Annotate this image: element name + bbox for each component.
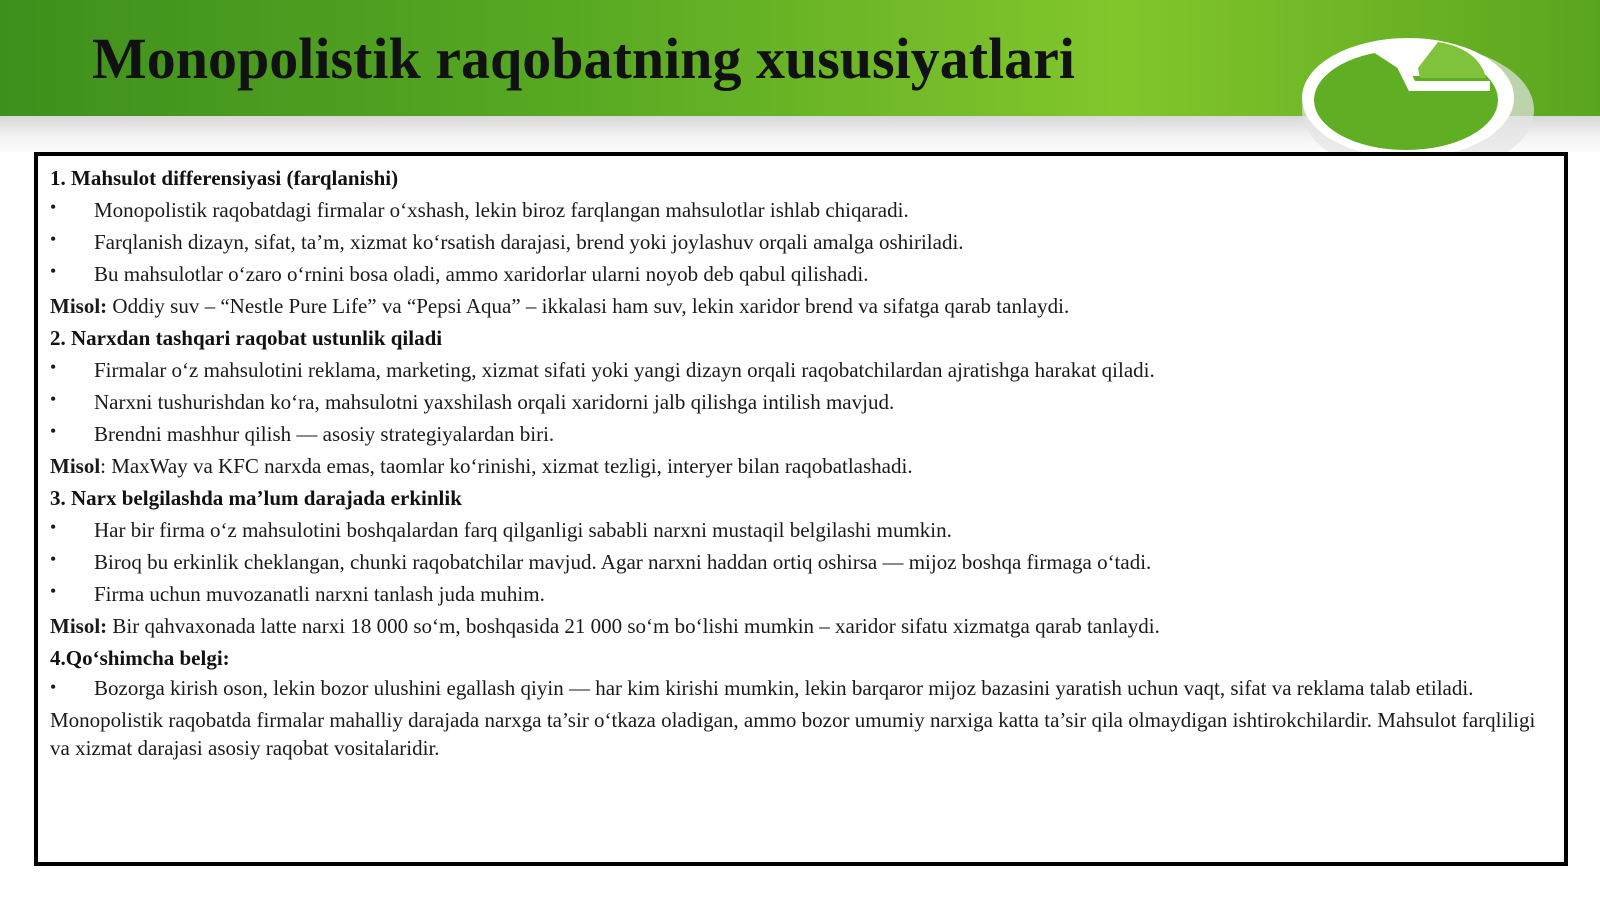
bullet-icon: •: [50, 421, 57, 441]
section-3: [50, 482, 1548, 642]
list-item: [50, 546, 1548, 578]
slide-title: Monopolistik raqobatning xususiyatlari: [92, 26, 1075, 91]
list-item-text: Biroq bu erkinlik cheklangan, chunki raqobatchilar mavjud. Agar narxni haddan ortiq oshirsa — mijoz boshqa firmaga o‘tadi.: [94, 550, 1152, 574]
bullet-icon: •: [50, 677, 57, 697]
list-item-text: Firma uchun muvozanatli narxni tanlash juda muhim.: [94, 582, 545, 606]
list-item: [50, 194, 1548, 226]
list-item: [50, 258, 1548, 290]
summary-paragraph: Monopolistik raqobatda firmalar mahalliy darajada narxga ta’sir o‘tkaza oladigan, ammo bozor umumiy narxiga katta ta’sir qila olmaydigan ishtirokchilardir. Mahsulot farqliligi va xizmat darajasi asosiy raqobat vositalaridir.: [50, 708, 1536, 760]
bullet-icon: •: [50, 229, 57, 249]
list-item: [50, 386, 1548, 418]
example-label: Misol:: [50, 614, 108, 638]
bullet-icon: •: [50, 197, 57, 217]
bullet-icon: •: [50, 549, 57, 569]
list-item-text: Bu mahsulotlar o‘zaro o‘rnini bosa oladi, ammo xaridorlar ularni noyob deb qabul qilishadi.: [94, 262, 869, 286]
example-text: Bir qahvaxonada latte narxi 18 000 so‘m, boshqasida 21 000 so‘m bo‘lishi mumkin – xaridor sifatu xizmatga qarab tanlaydi.: [107, 614, 1160, 638]
example-text: : MaxWay va KFC narxda emas, taomlar ko‘rinishi, xizmat tezligi, interyer bilan raqobatlashadi.: [100, 454, 913, 478]
list-item: [50, 578, 1548, 610]
example-label: Misol: [50, 454, 101, 478]
example-line: [50, 290, 1548, 322]
content-box: [34, 152, 1568, 866]
section-4: [50, 642, 1548, 702]
list-item: [50, 514, 1548, 546]
bullet-icon: •: [50, 581, 57, 601]
section-heading: 1. Mahsulot differensiyasi (farqlanishi): [50, 166, 399, 190]
bullet-icon: •: [50, 357, 57, 377]
list-item-text: Monopolistik raqobatdagi firmalar o‘xshash, lekin biroz farqlangan mahsulotlar ishlab chiqaradi.: [94, 198, 909, 222]
list-item-text: Narxni tushurishdan ko‘ra, mahsulotni yaxshilash orqali xaridorni jalb qilishga intilish mavjud.: [94, 390, 895, 414]
example-line: [50, 610, 1548, 642]
list-item-text: Brendni mashhur qilish — asosiy strategiyalardan biri.: [94, 422, 555, 446]
list-item-text: Farqlanish dizayn, sifat, ta’m, xizmat ko‘rsatish darajasi, brend yoki joylashuv orqali amalga oshiriladi.: [94, 230, 964, 254]
section-1: [50, 162, 1548, 322]
list-item: [50, 354, 1548, 386]
example-line: [50, 450, 1548, 482]
list-item: [50, 418, 1548, 450]
section-2: [50, 322, 1548, 482]
list-item-text: Bozorga kirish oson, lekin bozor ulushini egallash qiyin — har kim kirishi mumkin, lekin barqaror mijoz bazasini yaratish uchun vaqt, sifat va reklama talab etiladi.: [94, 676, 1474, 700]
section-heading: 2. Narxdan tashqari raqobat ustunlik qiladi: [50, 326, 443, 350]
example-label: Misol:: [50, 294, 108, 318]
example-text: Oddiy suv – “Nestle Pure Life” va “Pepsi Aqua” – ikkalasi ham suv, lekin xaridor brend va sifatga qarab tanlaydi.: [107, 294, 1070, 318]
list-item: [50, 226, 1548, 258]
bullet-icon: •: [50, 389, 57, 409]
section-heading: 3. Narx belgilashda ma’lum darajada erkinlik: [50, 486, 462, 510]
list-item: [50, 674, 1548, 702]
bullet-icon: •: [50, 261, 57, 281]
bullet-icon: •: [50, 517, 57, 537]
section-heading: 4.Qo‘shimcha belgi:: [50, 646, 230, 670]
list-item-text: Har bir firma o‘z mahsulotini boshqalardan farq qilganligi sababli narxni mustaqil belgilashi mumkin.: [94, 518, 952, 542]
list-item-text: Firmalar o‘z mahsulotini reklama, marketing, xizmat sifati yoki yangi dizayn orqali raqobatchilardan ajratishga harakat qiladi.: [94, 358, 1155, 382]
